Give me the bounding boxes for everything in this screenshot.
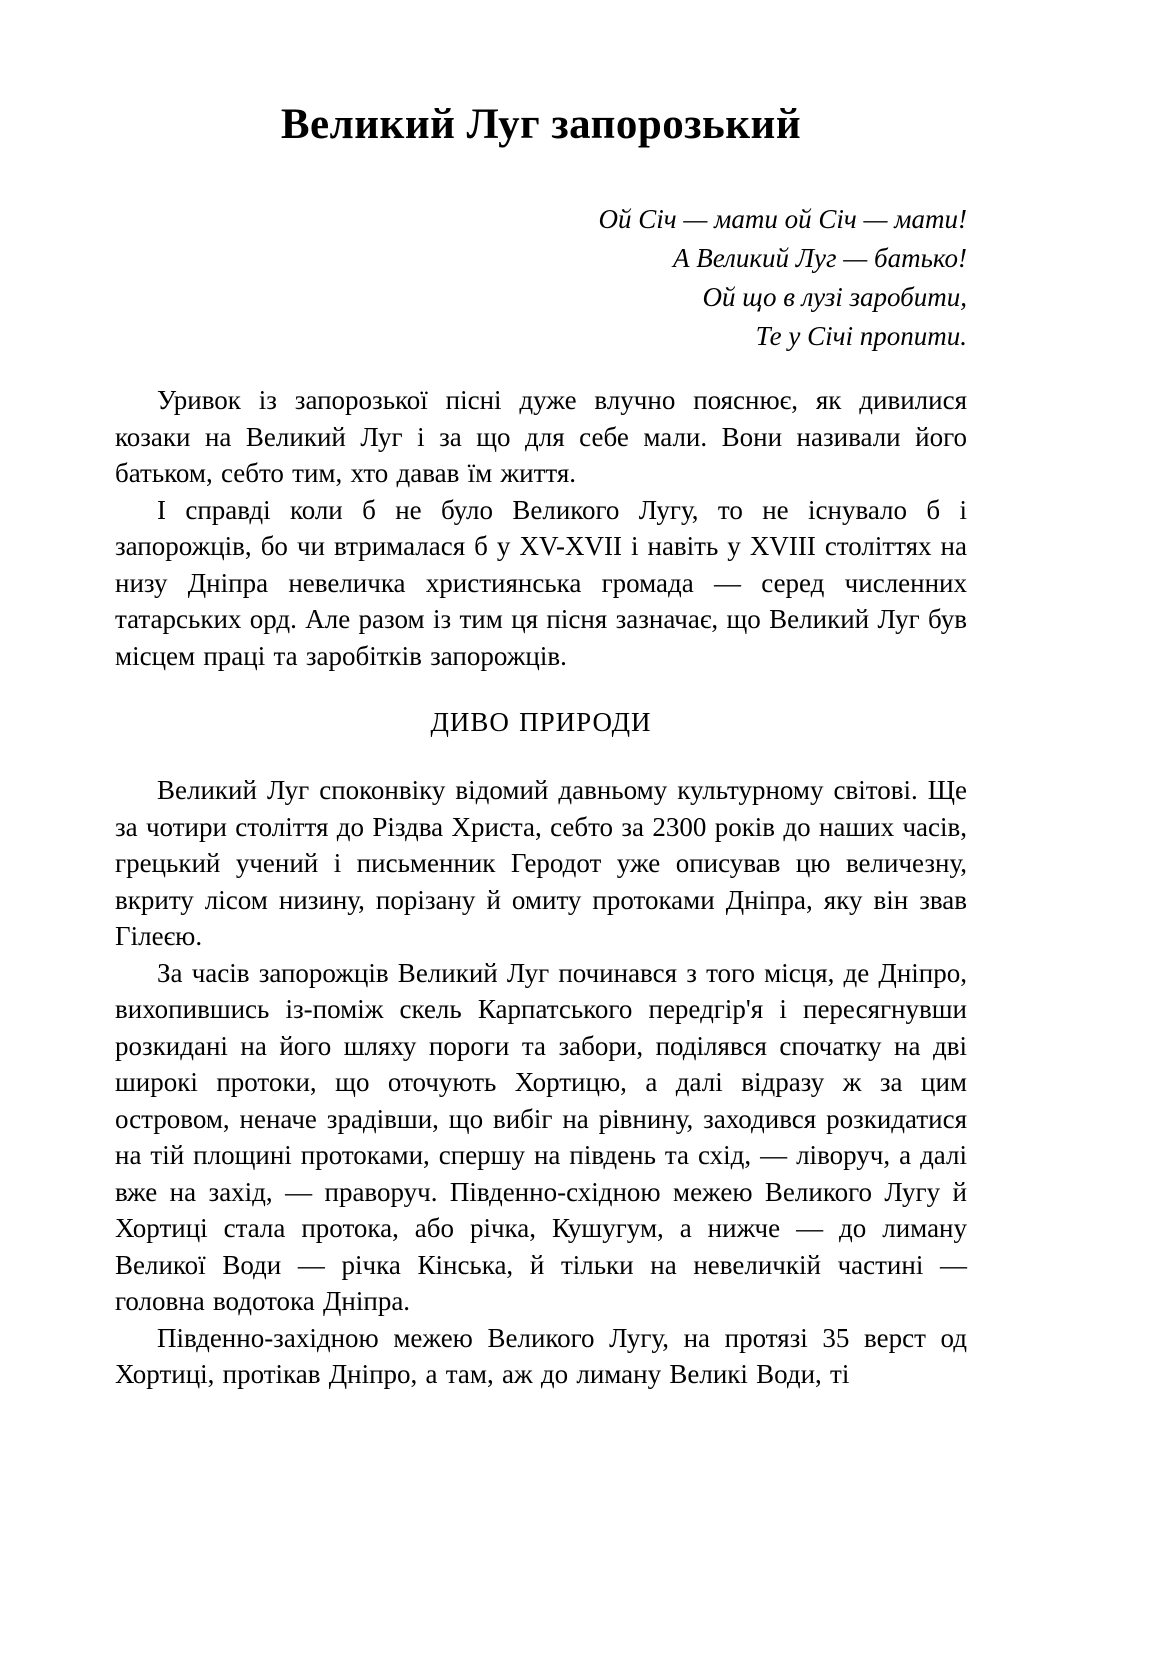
epigraph-line-1: Ой Січ — мати ой Січ — мати!: [598, 204, 967, 234]
epigraph: [115, 200, 967, 356]
intro-paragraph-1: Уривок із запорозької пісні дуже влучно пояснює, як дивилися козаки на Великий Луг і за що для себе мали. Вони називали його батьком, себто тим, хто давав їм життя.: [115, 385, 967, 488]
intro-paragraph-2: І справді коли б не було Великого Лугу, то не існувало б і запорожців, бо чи втрималася б у XV-XVII і навіть у XVIII століттях на низу Дніпра невеличка християнська громада — серед численних татарських орд. Але разом із тим ця пісня зазначає, що Великий Луг був місцем праці та заробітків запорожців.: [115, 494, 967, 671]
epigraph-line-3: Ой що в лузі заробити,: [702, 282, 967, 312]
body-text: [115, 382, 967, 1393]
epigraph-line-2: А Великий Луг — батько!: [673, 243, 967, 273]
epigraph-line-4: Те у Січі пропити.: [755, 321, 967, 351]
section-paragraph-1: Великий Луг споконвіку відомий давньому культурному світові. Ще за чотири століття до Різдва Христа, себто за 2300 років до наших часів, грецький учений і письменник Геродот уже описував цю величезну, вкриту лісом низину, порізану й омиту протоками Дніпра, яку він звав Гілеєю.: [115, 775, 967, 951]
document-page: [115, 0, 967, 1393]
section-paragraph-2: За часів запорожців Великий Луг починався з того місця, де Дніпро, вихопившись із-поміж скель Карпатського передгір'я і пересягнувши розкидані на його шляху пороги та забори, поділявся спочатку на дві широкі протоки, що оточують Хортицю, а далі відразу ж за цим островом, неначе зрадівши, що вибіг на рівнину, заходився розкидатися на тій площині протоками, спершу на південь та схід, — ліворуч, а далі вже на захід, — праворуч. Південно-східною межею Великого Лугу й Хортиці стала протока, або річка, Кушугум, а нижче — до лиману Великої Води — річка Кінська, й тільки на невеличкій частині — головна водотока Дніпра.: [115, 957, 967, 1316]
page-title: Великий Луг запорозький: [280, 101, 802, 148]
section-heading: ДИВО ПРИРОДИ: [430, 707, 652, 737]
section-paragraph-3: Південно-західною межею Великого Лугу, на протязі 35 верст од Хортиці, протікав Дніпро, а там, аж до лиману Великі Води, ті: [115, 1322, 967, 1389]
